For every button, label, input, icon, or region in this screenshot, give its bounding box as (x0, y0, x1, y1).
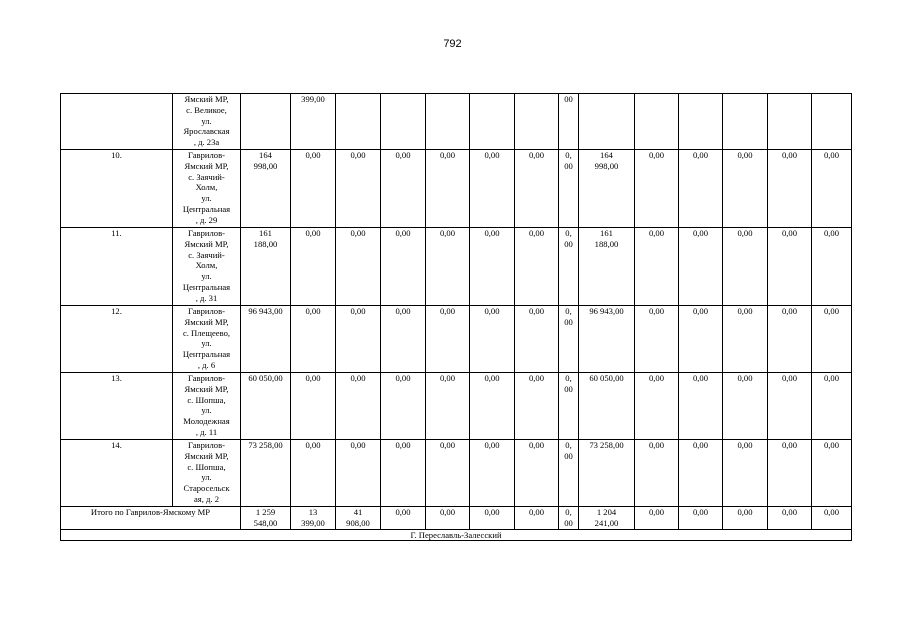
value-cell (635, 94, 679, 150)
value-cell: 0,00 (515, 373, 559, 440)
value-cell (470, 94, 515, 150)
table-row (61, 150, 852, 228)
value-cell: 0,00 (679, 306, 723, 373)
total-value-cell: 1 204 241,00 (579, 507, 635, 530)
total-value-cell: 0,00 (426, 507, 470, 530)
value-cell: 0,00 (635, 440, 679, 507)
value-cell: 0,00 (381, 373, 426, 440)
value-cell: 0,00 (291, 373, 336, 440)
value-cell: 0,00 (679, 373, 723, 440)
address-cell: Гаврилов- Ямский МР, с. Заячий- Холм, ул. Центральная , д. 29 (173, 150, 241, 228)
value-cell (336, 94, 381, 150)
address-cell: Ямский МР, с. Великое, ул. Ярославская , д. 23а (173, 94, 241, 150)
value-cell (579, 94, 635, 150)
value-cell: 161 188,00 (579, 228, 635, 306)
value-cell: 0,00 (768, 150, 812, 228)
value-cell: 0,00 (381, 440, 426, 507)
table-row (61, 373, 852, 440)
value-cell: 0,00 (768, 228, 812, 306)
address-cell: Гаврилов- Ямский МР, с. Шопша, ул. Молодежная , д. 11 (173, 373, 241, 440)
total-value-cell: 13 399,00 (291, 507, 336, 530)
total-value-cell: 41 908,00 (336, 507, 381, 530)
value-cell: 0,00 (723, 373, 768, 440)
value-cell: 60 050,00 (241, 373, 291, 440)
value-cell: 0, 00 (559, 373, 579, 440)
region-heading: Г. Переславль-Залесский (61, 529, 852, 541)
value-cell: 96 943,00 (241, 306, 291, 373)
value-cell: 399,00 (291, 94, 336, 150)
total-value-cell: 0,00 (812, 507, 852, 530)
value-cell: 0,00 (635, 306, 679, 373)
value-cell: 0,00 (336, 306, 381, 373)
value-cell: 0,00 (515, 440, 559, 507)
value-cell: 0,00 (723, 440, 768, 507)
value-cell: 0,00 (812, 306, 852, 373)
value-cell: 0,00 (426, 228, 470, 306)
row-number-cell: 13. (61, 373, 173, 440)
total-value-cell: 1 259 548,00 (241, 507, 291, 530)
value-cell: 0, 00 (559, 150, 579, 228)
value-cell: 0,00 (291, 440, 336, 507)
value-cell: 0,00 (812, 150, 852, 228)
value-cell: 0,00 (635, 228, 679, 306)
value-cell: 161 188,00 (241, 228, 291, 306)
value-cell: 0,00 (470, 228, 515, 306)
value-cell: 0,00 (812, 440, 852, 507)
value-cell: 0,00 (768, 306, 812, 373)
total-value-cell: 0,00 (768, 507, 812, 530)
value-cell (515, 94, 559, 150)
value-cell: 0,00 (812, 228, 852, 306)
value-cell: 0,00 (515, 150, 559, 228)
table-row (61, 440, 852, 507)
value-cell: 0,00 (426, 373, 470, 440)
value-cell: 0,00 (768, 373, 812, 440)
value-cell: 0,00 (426, 150, 470, 228)
row-number-cell: 12. (61, 306, 173, 373)
row-number-cell (61, 94, 173, 150)
budget-table (60, 93, 852, 541)
value-cell: 0,00 (723, 150, 768, 228)
value-cell: 0,00 (336, 440, 381, 507)
value-cell: 0,00 (336, 150, 381, 228)
total-value-cell: 0,00 (381, 507, 426, 530)
table-body (61, 94, 852, 541)
value-cell: 0,00 (381, 228, 426, 306)
value-cell: 0,00 (336, 228, 381, 306)
total-value-cell: 0, 00 (559, 507, 579, 530)
value-cell: 0,00 (381, 150, 426, 228)
row-number-cell: 10. (61, 150, 173, 228)
value-cell: 0,00 (812, 373, 852, 440)
value-cell: 0,00 (336, 373, 381, 440)
value-cell: 0,00 (635, 150, 679, 228)
row-number-cell: 14. (61, 440, 173, 507)
total-value-cell: 0,00 (679, 507, 723, 530)
value-cell: 0,00 (470, 150, 515, 228)
table-row (61, 228, 852, 306)
value-cell: 0, 00 (559, 440, 579, 507)
value-cell: 164 998,00 (241, 150, 291, 228)
table-row (61, 94, 852, 150)
value-cell (426, 94, 470, 150)
total-value-cell: 0,00 (723, 507, 768, 530)
value-cell (723, 94, 768, 150)
value-cell: 0,00 (723, 306, 768, 373)
value-cell: 0,00 (426, 306, 470, 373)
total-value-cell: 0,00 (635, 507, 679, 530)
total-row (61, 507, 852, 530)
value-cell: 0,00 (679, 440, 723, 507)
total-value-cell: 0,00 (515, 507, 559, 530)
value-cell: 0,00 (470, 440, 515, 507)
value-cell: 60 050,00 (579, 373, 635, 440)
value-cell: 0,00 (635, 373, 679, 440)
address-cell: Гаврилов- Ямский МР, с. Плещеево, ул. Центральная , д. 6 (173, 306, 241, 373)
page-number: 792 (443, 38, 462, 50)
value-cell: 0,00 (515, 228, 559, 306)
address-cell: Гаврилов- Ямский МР, с. Заячий- Холм, ул. Центральная , д. 31 (173, 228, 241, 306)
value-cell (679, 94, 723, 150)
value-cell (768, 94, 812, 150)
value-cell: 0,00 (291, 150, 336, 228)
value-cell (381, 94, 426, 150)
value-cell: 0,00 (426, 440, 470, 507)
value-cell (241, 94, 291, 150)
value-cell: 73 258,00 (241, 440, 291, 507)
value-cell: 0,00 (723, 228, 768, 306)
value-cell (812, 94, 852, 150)
table-row (61, 306, 852, 373)
value-cell: 0,00 (291, 228, 336, 306)
value-cell: 0,00 (515, 306, 559, 373)
value-cell: 96 943,00 (579, 306, 635, 373)
value-cell: 73 258,00 (579, 440, 635, 507)
value-cell: 0,00 (679, 150, 723, 228)
total-label-cell: Итого по Гаврилов-Ямскому МР (61, 507, 241, 530)
total-value-cell: 0,00 (470, 507, 515, 530)
value-cell: 0, 00 (559, 228, 579, 306)
value-cell: 0,00 (291, 306, 336, 373)
row-number-cell: 11. (61, 228, 173, 306)
value-cell: 0, 00 (559, 306, 579, 373)
value-cell: 0,00 (470, 373, 515, 440)
value-cell: 0,00 (768, 440, 812, 507)
value-cell: 0,00 (381, 306, 426, 373)
value-cell: 0,00 (470, 306, 515, 373)
value-cell: 0,00 (679, 228, 723, 306)
address-cell: Гаврилов- Ямский МР, с. Шопша, ул. Старосельск ая, д. 2 (173, 440, 241, 507)
region-heading-row (61, 529, 852, 541)
value-cell: 164 998,00 (579, 150, 635, 228)
value-cell: 00 (559, 94, 579, 150)
